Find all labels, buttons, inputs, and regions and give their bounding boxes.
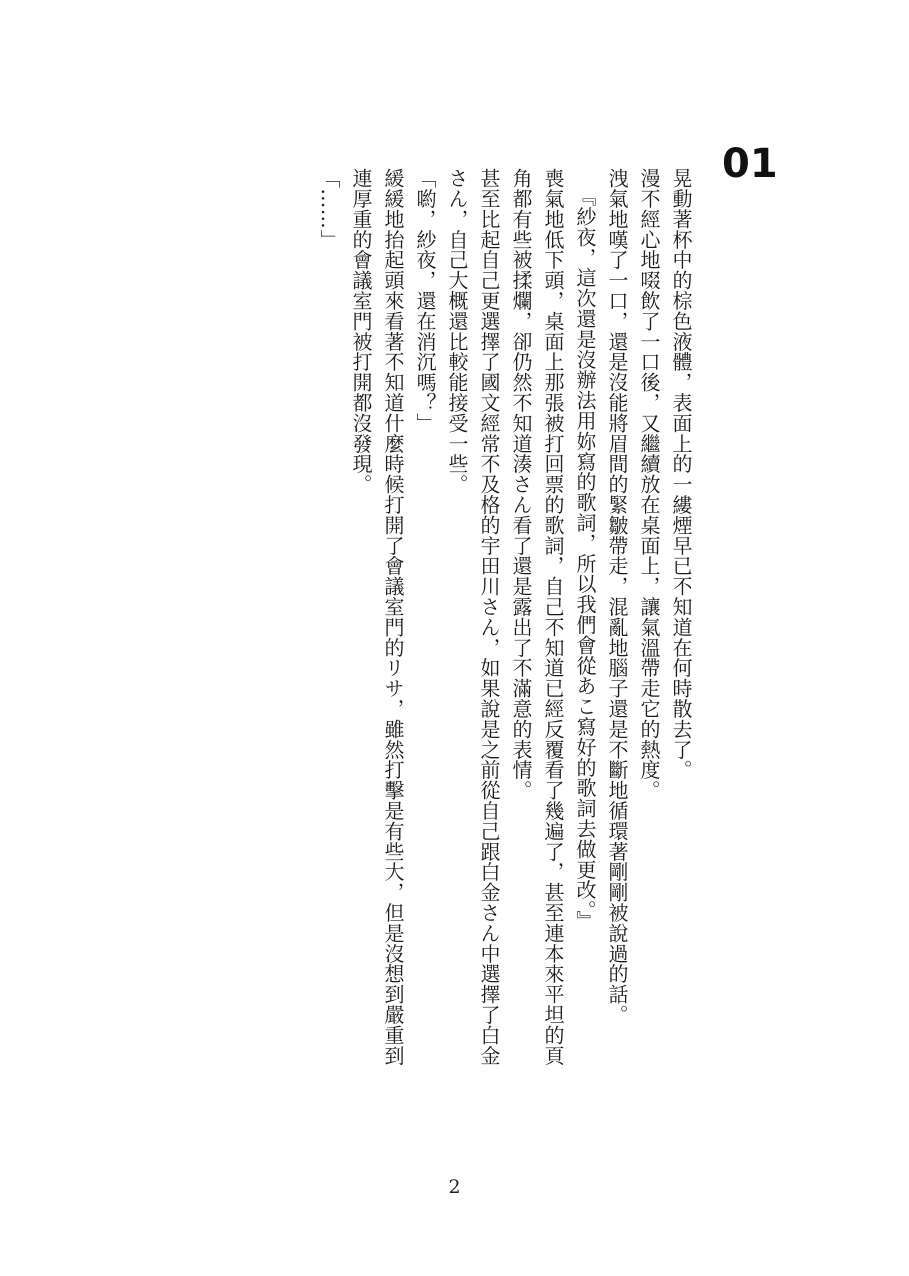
paragraph: 漫不經心地啜飲了一口後，又繼續放在桌面上，讓氣溫帶走它的熱度。: [637, 168, 661, 801]
novel-body: [222, 168, 697, 1068]
chapter-number: 01: [722, 141, 778, 187]
paragraph: 晃動著杯中的棕色液體，表面上的一縷煙早已不知道在何時散去了。: [669, 168, 693, 780]
paragraph: 喪氣地低下頭，桌面上那張被打回票的歌詞，自己不知道已經反覆看了幾遍了，甚至連本來平坦的頁角都有些被揉爛，卻仍然不知道湊さん看了還是露出了不滿意的表情。: [509, 168, 565, 1066]
dialogue-line: 「喲，紗夜，還在消沉嗎？」: [413, 168, 437, 434]
page-number: 2: [448, 1176, 461, 1198]
paragraph: 洩氣地嘆了一口，還是沒能將眉間的緊皺帶走，混亂地腦子還是不斷地循環著剛剛被說過的話。: [605, 168, 629, 1025]
paragraph: 緩緩地抬起頭來看著不知道什麼時候打開了會議室門的リサ，雖然打擊是有些大，但是沒想到嚴重到連厚重的會議室門被打開都沒發現。: [349, 168, 405, 1066]
dialogue-line: 『紗夜，這次還是沒辦法用妳寫的歌詞，所以我們會從あこ寫好的歌詞去做更改。』: [573, 186, 597, 931]
dialogue-line: 「……」: [317, 168, 341, 250]
paragraph: 甚至比起自己更選擇了國文經常不及格的宇田川さん，如果說是之前從自己跟白金さん中選擇了白金さん，自己大概還比較能接受一些。: [445, 168, 501, 1066]
